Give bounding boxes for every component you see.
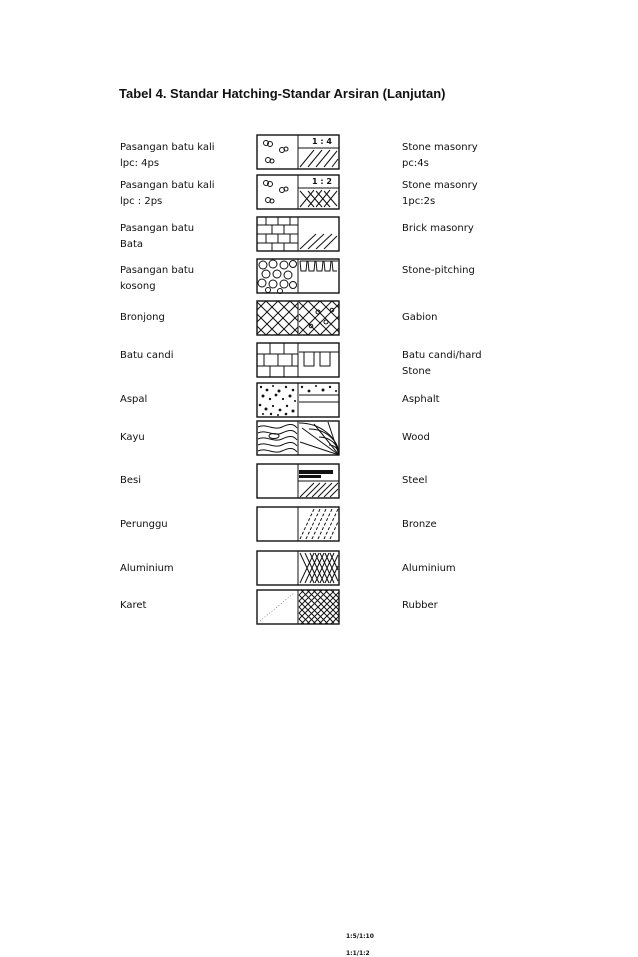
- label-english: [402, 561, 456, 577]
- label-line: Rubber: [402, 600, 438, 611]
- stone-pitching-swatch: [256, 258, 340, 294]
- label-english: [402, 310, 437, 326]
- label-line: pc:4s: [402, 158, 429, 169]
- label-indonesian: [120, 517, 168, 533]
- label-line: Bronjong: [120, 312, 165, 323]
- label-english: [402, 430, 430, 446]
- label-line: Besi: [120, 475, 142, 486]
- label-indonesian: [120, 561, 174, 577]
- hard-stone-swatch: [256, 342, 340, 378]
- label-line: Kayu: [120, 432, 145, 443]
- label-line: lpc: 4ps: [120, 158, 160, 169]
- label-line: 1pc:2s: [402, 196, 436, 207]
- stone-masonry-2-swatch: [256, 174, 340, 210]
- label-indonesian: [120, 430, 145, 446]
- label-english: [402, 473, 427, 489]
- label-indonesian: [120, 310, 165, 326]
- scale-note: 1:1/1:2: [346, 950, 370, 957]
- label-line: Pasangan batu: [120, 223, 195, 234]
- gabion-swatch: [256, 300, 340, 336]
- label-line: Asphalt: [402, 394, 440, 405]
- label-line: Batu candi: [120, 350, 174, 361]
- label-line: Perunggu: [120, 519, 168, 530]
- label-english: [402, 178, 478, 210]
- ratio-label: 1 : 2: [312, 177, 332, 186]
- label-indonesian: [120, 473, 141, 489]
- label-line: Bronze: [402, 519, 437, 530]
- label-line: lpc : 2ps: [120, 196, 163, 207]
- label-indonesian: [120, 140, 215, 172]
- label-line: Pasangan batu kali: [120, 180, 215, 191]
- rubber-swatch: [256, 589, 340, 625]
- label-line: Aluminium: [402, 563, 456, 574]
- bronze-swatch: [256, 506, 340, 542]
- label-line: Pasangan batu kali: [120, 142, 215, 153]
- label-english: [402, 392, 440, 408]
- label-line: Stone: [402, 366, 431, 377]
- label-english: [402, 517, 437, 533]
- label-indonesian: [120, 392, 147, 408]
- label-line: Stone masonry: [402, 142, 478, 153]
- label-indonesian: [120, 178, 215, 210]
- wood-swatch: [256, 420, 340, 456]
- asphalt-swatch: [256, 382, 340, 418]
- label-line: Steel: [402, 475, 428, 486]
- aluminium-swatch: [256, 550, 340, 586]
- label-line: Aspal: [120, 394, 148, 405]
- label-english: [402, 263, 475, 279]
- ratio-label: 1 : 4: [312, 137, 332, 146]
- label-indonesian: [120, 221, 194, 253]
- label-line: kosong: [120, 281, 156, 292]
- label-line: Gabion: [402, 312, 438, 323]
- steel-swatch: [256, 463, 340, 499]
- label-line: Stone masonry: [402, 180, 478, 191]
- label-line: Pasangan batu: [120, 265, 195, 276]
- label-english: [402, 598, 438, 614]
- label-line: Brick masonry: [402, 223, 474, 234]
- label-indonesian: [120, 348, 174, 364]
- label-english: [402, 221, 474, 237]
- table-title: Tabel 4. Standar Hatching-Standar Arsiran (Lanjutan): [119, 86, 446, 101]
- label-english: [402, 140, 478, 172]
- label-line: Aluminium: [120, 563, 174, 574]
- label-line: Stone-pitching: [402, 265, 475, 276]
- label-english: [402, 348, 482, 380]
- brick-masonry-swatch: [256, 216, 340, 252]
- label-indonesian: [120, 263, 194, 295]
- label-indonesian: [120, 598, 146, 614]
- label-line: Wood: [402, 432, 430, 443]
- scale-note: 1:5/1:10: [346, 933, 374, 940]
- stone-masonry-swatch: [256, 134, 340, 170]
- label-line: Batu candi/hard: [402, 350, 482, 361]
- label-line: Karet: [120, 600, 147, 611]
- label-line: Bata: [120, 239, 144, 250]
